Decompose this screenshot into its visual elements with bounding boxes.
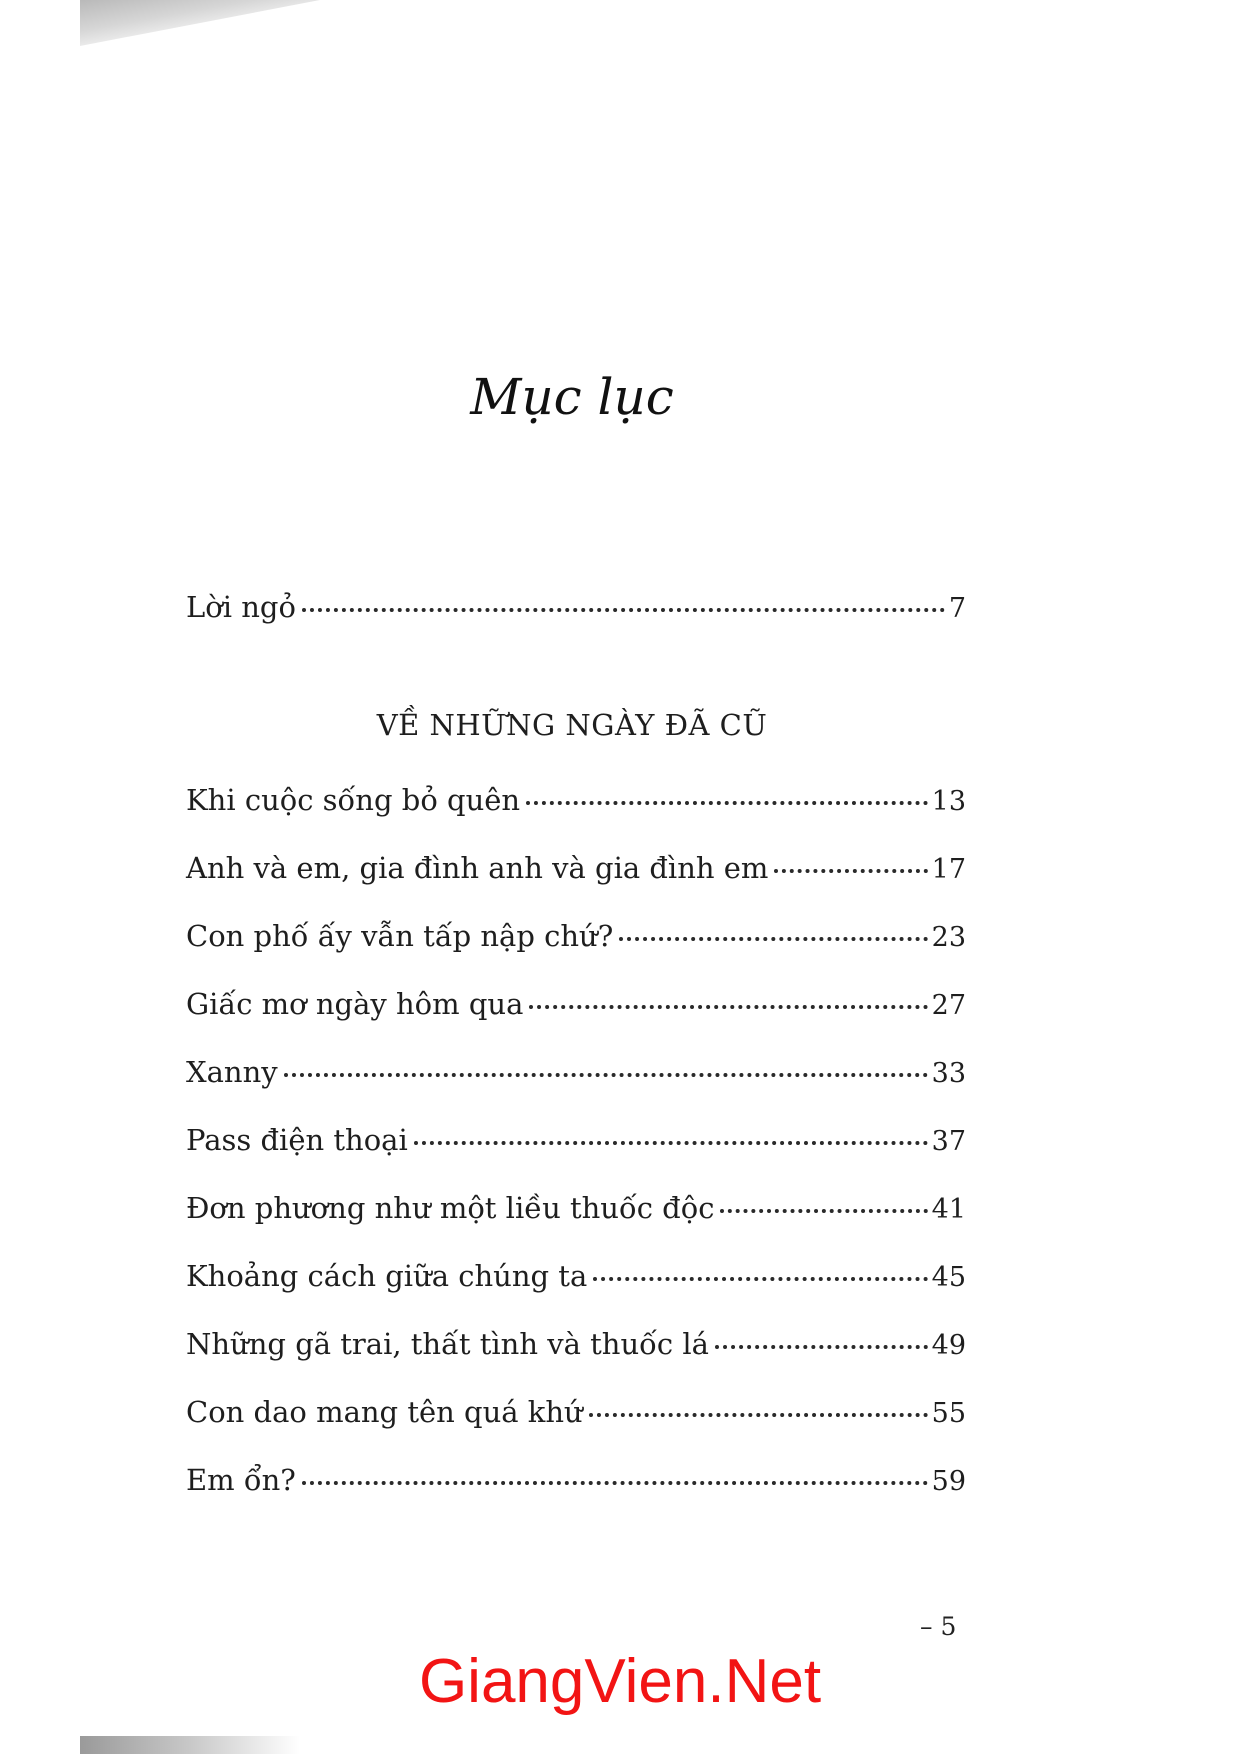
toc-leader-dots: [593, 1277, 927, 1281]
scan-edge-top: [80, 0, 320, 46]
toc-entry: [186, 1123, 966, 1163]
toc-leader-dots: [529, 1005, 927, 1009]
toc-entry: [186, 1055, 966, 1095]
toc-entry-page: 17: [931, 854, 966, 885]
toc-entry-label: Pass điện thoại: [186, 1123, 408, 1157]
toc-entry-page: 37: [931, 1126, 966, 1157]
toc-entry-label: Xanny: [186, 1055, 278, 1089]
toc-entry-page: 55: [931, 1398, 966, 1429]
toc-entry-label: Lời ngỏ: [186, 590, 296, 624]
toc-leader-dots: [720, 1209, 927, 1213]
toc-entry-page: 33: [931, 1058, 966, 1089]
toc-entry-label: Khi cuộc sống bỏ quên: [186, 783, 521, 817]
section-heading: VỀ NHỮNG NGÀY ĐÃ CŨ: [376, 708, 768, 742]
toc-leader-dots: [619, 937, 927, 941]
toc-leader-dots: [526, 801, 928, 805]
watermark-text: GiangVien.Net: [418, 1647, 822, 1716]
toc-entry-page: 7: [948, 593, 966, 624]
toc-entry: [186, 987, 966, 1027]
toc-entry-label: Đơn phương như một liều thuốc độc: [186, 1191, 715, 1225]
toc-entry: [186, 1327, 966, 1367]
toc-leader-dots: [414, 1141, 928, 1145]
toc-entry-page: 45: [931, 1262, 966, 1293]
toc-entry-label: Những gã trai, thất tình và thuốc lá: [186, 1327, 709, 1361]
toc-leader-dots: [302, 1481, 928, 1485]
toc-entry-page: 49: [931, 1330, 966, 1361]
toc-leader-dots: [589, 1413, 928, 1417]
toc-entry: [186, 1191, 966, 1231]
toc-entry-page: 27: [931, 990, 966, 1021]
toc-leader-dots: [774, 869, 927, 873]
toc-entry-label: Anh và em, gia đình anh và gia đình em: [186, 851, 769, 885]
toc-entry: [186, 1259, 966, 1299]
toc-leader-dots: [284, 1073, 928, 1077]
toc-leader-dots: [302, 608, 945, 612]
toc-entry-label: Giấc mơ ngày hôm qua: [186, 987, 524, 1021]
toc-entry-page: 13: [931, 786, 966, 817]
toc-leader-dots: [715, 1345, 928, 1349]
page-number: – 5: [920, 1612, 957, 1641]
toc-entry-label: Con dao mang tên quá khứ: [186, 1395, 583, 1429]
toc-entry-page: 41: [931, 1194, 966, 1225]
toc-entry-label: Con phố ấy vẫn tấp nập chứ?: [186, 919, 614, 953]
toc-entry: [186, 851, 966, 891]
toc-entry: [186, 1463, 966, 1503]
toc-entry-intro: [186, 590, 966, 630]
toc-entry-page: 23: [931, 922, 966, 953]
toc-entry: [186, 919, 966, 959]
toc-entry: [186, 1395, 966, 1435]
page-title: Mục lục: [470, 368, 674, 426]
toc-entry: [186, 783, 966, 823]
toc-entry-page: 59: [931, 1466, 966, 1497]
scan-edge-bottom: [80, 1736, 300, 1754]
toc-entry-label: Em ổn?: [186, 1463, 296, 1497]
toc-entry-label: Khoảng cách giữa chúng ta: [186, 1259, 588, 1293]
